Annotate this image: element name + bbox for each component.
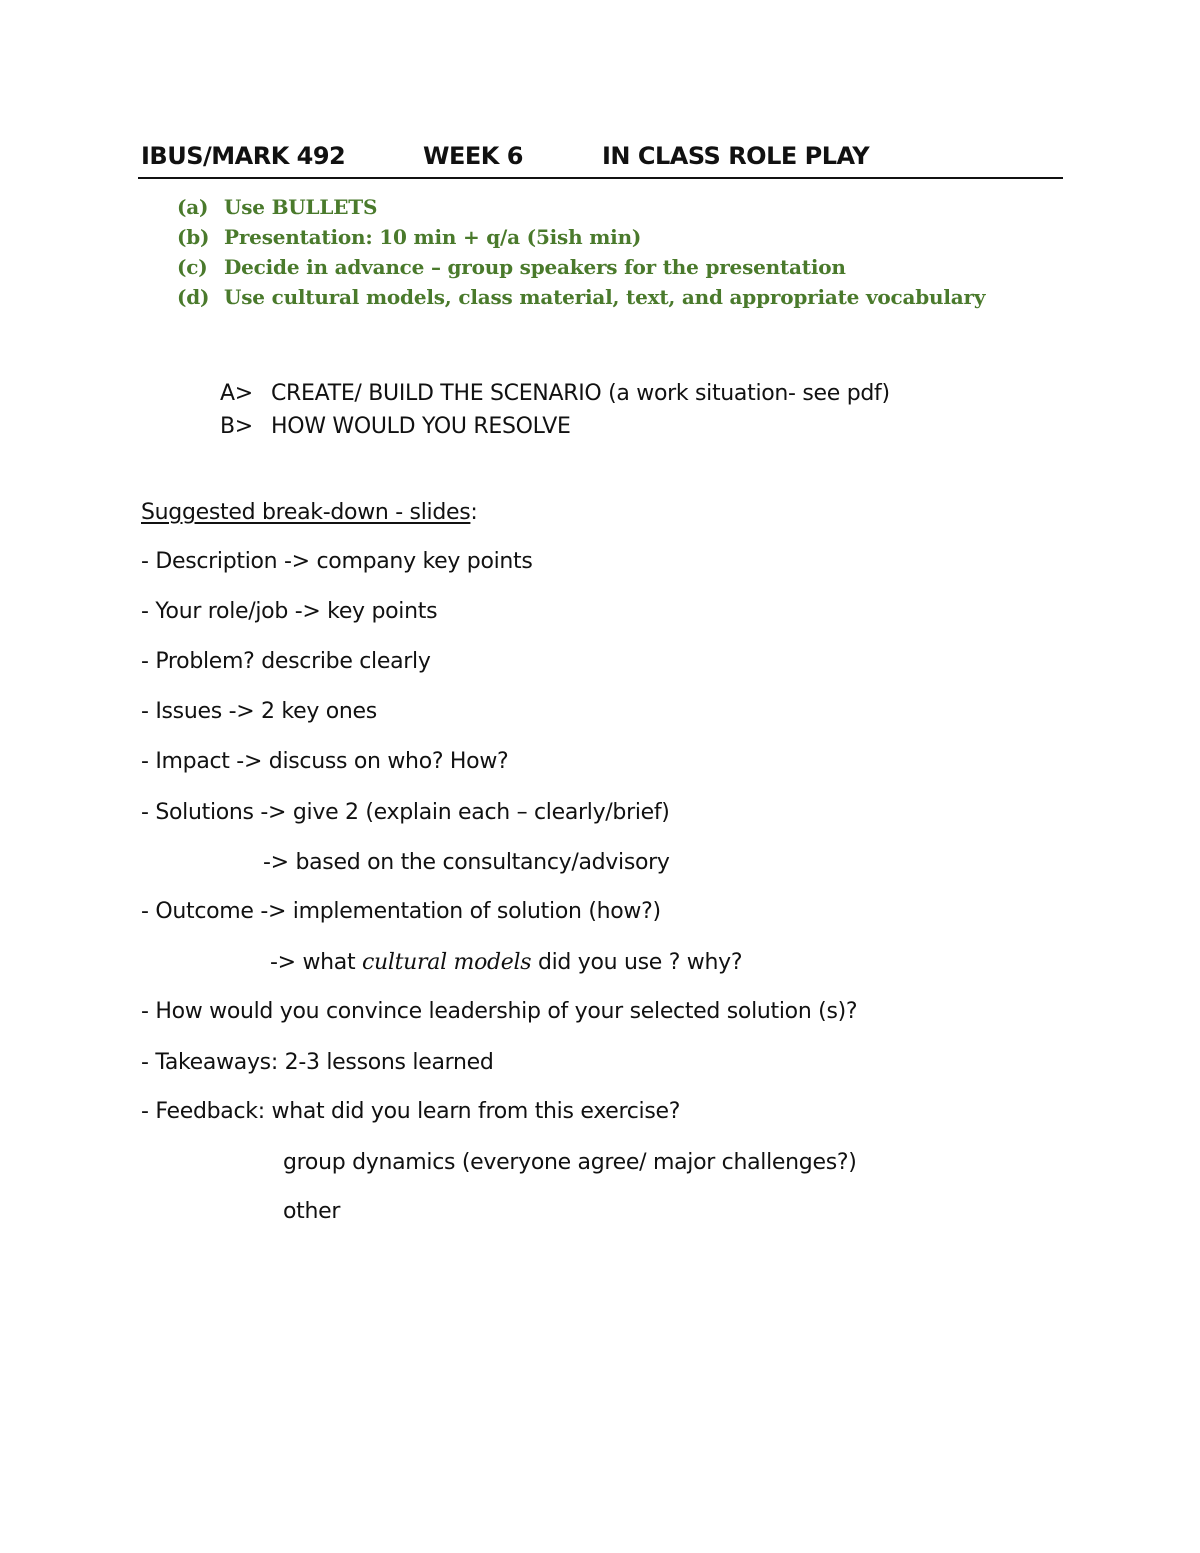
breakdown-line-part: did you use ? why? bbox=[531, 950, 743, 975]
instruction-label: (c) bbox=[177, 255, 208, 279]
breakdown-line: other bbox=[283, 1199, 341, 1224]
activity-title: IN CLASS ROLE PLAY bbox=[602, 142, 870, 170]
instruction-item bbox=[177, 255, 846, 279]
breakdown-line-part: -> what bbox=[270, 950, 363, 975]
breakdown-line: - How would you convince leadership of your selected solution (s)? bbox=[141, 999, 858, 1024]
breakdown-line: - Description -> company key points bbox=[141, 549, 533, 574]
instruction-text: Use BULLETS bbox=[224, 195, 378, 219]
instruction-label: (a) bbox=[177, 195, 209, 219]
breakdown-line: group dynamics (everyone agree/ major challenges?) bbox=[283, 1150, 857, 1175]
instruction-label: (d) bbox=[177, 285, 210, 309]
instruction-item bbox=[177, 225, 641, 249]
instruction-text: Presentation: 10 min + q/a (5ish min) bbox=[224, 225, 642, 249]
breakdown-line bbox=[270, 950, 742, 975]
breakdown-line: - Feedback: what did you learn from this exercise? bbox=[141, 1099, 681, 1124]
breakdown-line: - Outcome -> implementation of solution (how?) bbox=[141, 899, 661, 924]
task-marker: B> bbox=[220, 414, 253, 439]
instruction-item bbox=[177, 195, 377, 219]
instruction-label: (b) bbox=[177, 225, 210, 249]
header-divider bbox=[138, 177, 1063, 179]
task-item bbox=[220, 381, 890, 406]
cultural-models-emphasis: cultural models bbox=[362, 950, 532, 975]
course-code: IBUS/MARK 492 bbox=[141, 142, 346, 170]
document-header bbox=[141, 142, 1063, 176]
instruction-text: Decide in advance – group speakers for the presentation bbox=[224, 255, 846, 279]
breakdown-heading bbox=[141, 500, 478, 525]
instruction-text: Use cultural models, class material, text, and appropriate vocabulary bbox=[224, 285, 986, 309]
breakdown-line: - Your role/job -> key points bbox=[141, 599, 438, 624]
breakdown-heading-colon: : bbox=[470, 500, 478, 525]
week-label: WEEK 6 bbox=[423, 142, 523, 170]
breakdown-heading-text: Suggested break-down - slides bbox=[141, 500, 471, 525]
task-marker: A> bbox=[220, 381, 253, 406]
task-item bbox=[220, 414, 571, 439]
task-text: CREATE/ BUILD THE SCENARIO (a work situation- see pdf) bbox=[271, 381, 890, 406]
breakdown-line: - Takeaways: 2-3 lessons learned bbox=[141, 1050, 494, 1075]
instruction-item bbox=[177, 285, 985, 309]
breakdown-line: - Impact -> discuss on who? How? bbox=[141, 749, 509, 774]
task-text: HOW WOULD YOU RESOLVE bbox=[271, 414, 571, 439]
breakdown-line: -> based on the consultancy/advisory bbox=[263, 850, 670, 875]
breakdown-line: - Solutions -> give 2 (explain each – clearly/brief) bbox=[141, 800, 670, 825]
breakdown-line: - Problem? describe clearly bbox=[141, 649, 431, 674]
breakdown-line: - Issues -> 2 key ones bbox=[141, 699, 377, 724]
